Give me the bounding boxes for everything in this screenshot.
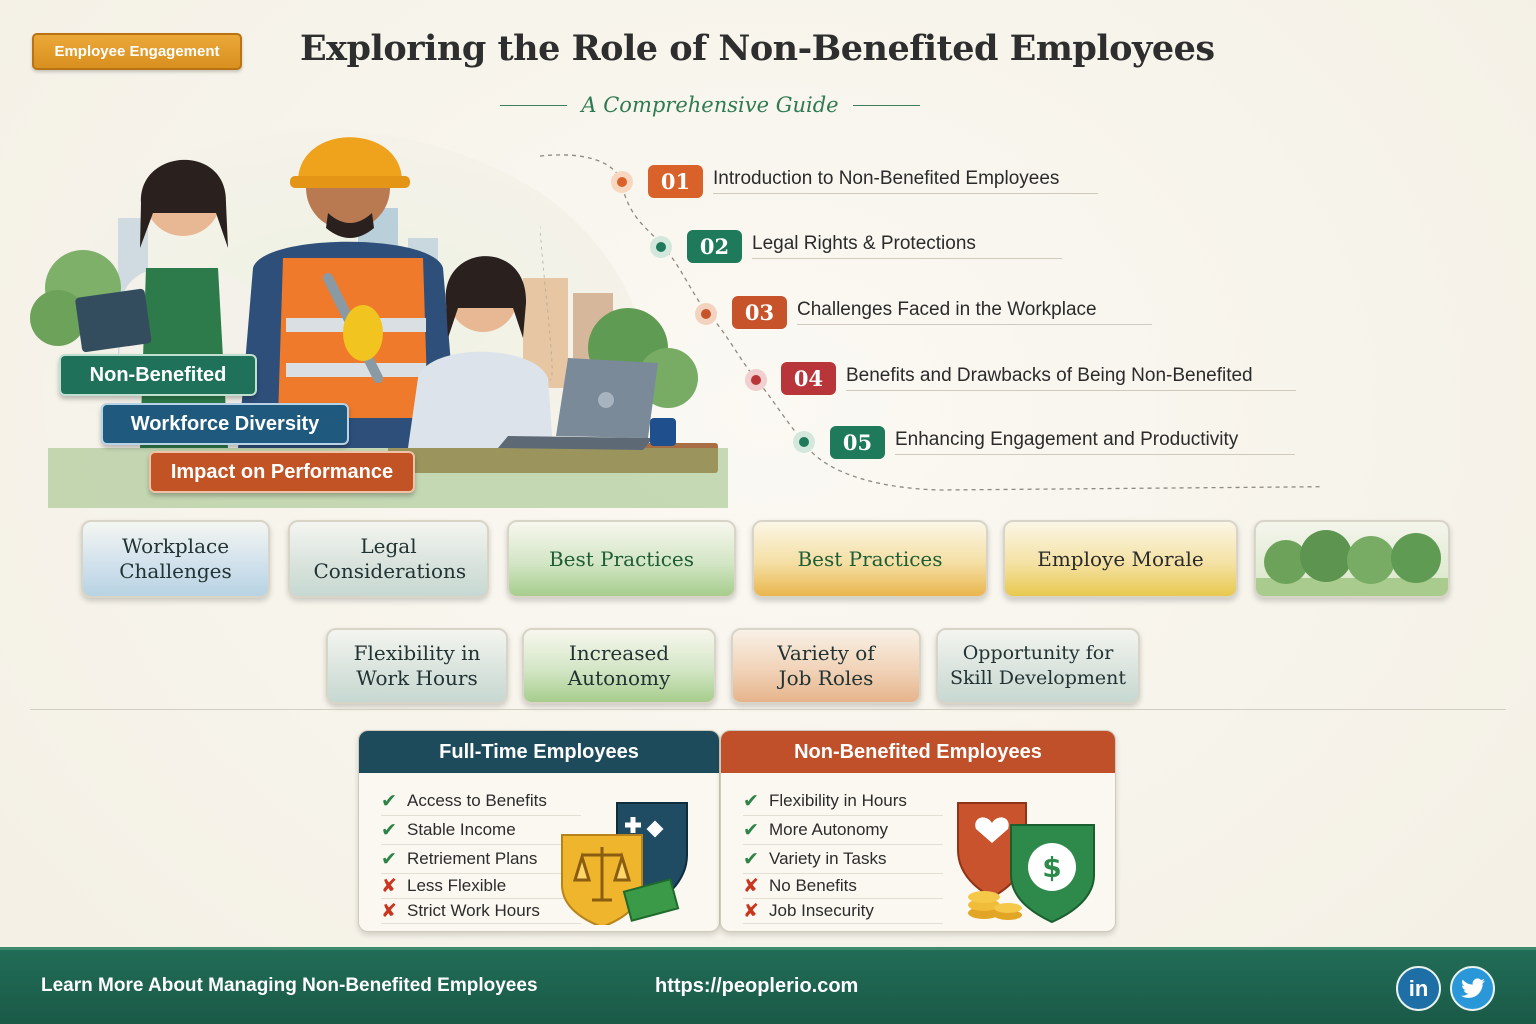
agenda-item-text: Introduction to Non-Benefited Employees [713, 168, 1098, 194]
topic-card-best-practices-1[interactable] [507, 520, 736, 598]
topic-card-label: Best Practices [548, 546, 695, 571]
agenda-item-4 [781, 360, 1296, 396]
subtitle-block [500, 88, 920, 122]
list-item: ✘ Job Insecurity [743, 899, 943, 924]
page-subtitle: A Comprehensive Guide [581, 93, 839, 117]
agenda-number-badge: 03 [732, 296, 787, 329]
list-item: ✔ Flexibility in Hours [743, 787, 943, 816]
benefit-card-skill-development[interactable] [936, 628, 1140, 704]
agenda-number-badge: 04 [781, 362, 836, 395]
benefit-card-label: Opportunity for Skill Development [949, 642, 1127, 689]
benefit-card-label: Increased Autonomy [567, 641, 671, 690]
subtitle-rule-right [853, 105, 920, 106]
twitter-bird-glyph [1460, 978, 1486, 1000]
agenda-item-text: Enhancing Engagement and Productivity [895, 429, 1295, 455]
check-icon: ✔ [743, 819, 759, 841]
trees-illustration [1256, 522, 1448, 596]
twitter-icon[interactable] [1450, 966, 1495, 1011]
workforce-diversity-label: Workforce Diversity [101, 403, 349, 445]
agenda-item-text: Legal Rights & Protections [752, 233, 1062, 259]
non-benefited-list [743, 787, 943, 924]
linkedin-icon[interactable]: in [1396, 966, 1441, 1011]
check-icon: ✔ [381, 848, 397, 870]
list-item: ✘ Less Flexible [381, 874, 581, 899]
benefit-card-label: Variety of Job Roles [777, 641, 875, 690]
cross-icon: ✘ [381, 875, 397, 897]
footer-url-link[interactable]: https://peoplerio.com [655, 975, 859, 997]
agenda-item-1 [648, 163, 1098, 199]
topic-card-label: Legal Considerations [313, 534, 467, 583]
section-divider [30, 709, 1506, 710]
check-icon: ✔ [381, 790, 397, 812]
check-icon: ✔ [743, 790, 759, 812]
page-title: Exploring the Role of Non-Benefited Employees [300, 28, 1215, 69]
agenda-number-badge: 01 [648, 165, 703, 198]
list-item: ✘ No Benefits [743, 874, 943, 899]
topic-card-label: Best Practices [797, 546, 943, 571]
non-benefited-label: Non-Benefited [59, 354, 257, 396]
agenda-number-badge: 05 [830, 426, 885, 459]
category-badge: Employee Engagement [32, 33, 242, 70]
agenda-item-text: Challenges Faced in the Workplace [797, 299, 1152, 325]
footer-bar [0, 947, 1536, 1024]
list-item: ✔ Access to Benefits [381, 787, 581, 816]
topic-card-workplace-challenges[interactable] [81, 520, 270, 598]
check-icon: ✔ [743, 848, 759, 870]
list-item: ✔ Variety in Tasks [743, 845, 943, 874]
agenda-item-text: Benefits and Drawbacks of Being Non-Benefited [846, 365, 1296, 391]
benefit-card-autonomy[interactable] [522, 628, 716, 704]
footer-cta-text[interactable]: Learn More About Managing Non-Benefited Employees [41, 975, 538, 996]
non-benefited-column [720, 730, 1116, 932]
dollar-shield-icon [956, 795, 1106, 925]
non-benefited-heading: Non-Benefited Employees [721, 731, 1115, 773]
check-icon: ✔ [381, 819, 397, 841]
comparison-table [358, 730, 1118, 932]
cross-icon: ✘ [743, 900, 759, 922]
benefit-card-variety[interactable] [731, 628, 921, 704]
full-time-list [381, 787, 581, 924]
agenda-item-5 [830, 424, 1295, 460]
list-item: ✔ Stable Income [381, 816, 581, 845]
svg-text:$: $ [1042, 851, 1062, 884]
benefit-card-label: Flexibility in Work Hours [353, 641, 481, 690]
cross-icon: ✘ [381, 900, 397, 922]
topic-card-employe-morale[interactable] [1003, 520, 1238, 598]
topic-card-trees [1254, 520, 1450, 598]
agenda-number-badge: 02 [687, 230, 742, 263]
list-item: ✔ Retriement Plans [381, 845, 581, 874]
full-time-column [358, 730, 720, 932]
subtitle-rule-left [500, 105, 567, 106]
list-item: ✘ Strict Work Hours [381, 899, 581, 924]
cross-icon: ✘ [743, 875, 759, 897]
scales-shield-icon [557, 795, 697, 925]
list-item: ✔ More Autonomy [743, 816, 943, 845]
benefit-card-flexibility[interactable] [326, 628, 508, 704]
agenda-list [540, 150, 1320, 500]
full-time-heading: Full-Time Employees [359, 731, 719, 773]
topic-card-label: Workplace Challenges [119, 534, 232, 583]
agenda-item-3 [732, 294, 1152, 330]
impact-on-performance-label: Impact on Performance [149, 451, 415, 493]
topic-card-legal-considerations[interactable] [288, 520, 489, 598]
agenda-item-2 [687, 228, 1062, 264]
topic-card-label: Employe Morale [1037, 546, 1204, 571]
topic-card-best-practices-2[interactable] [752, 520, 988, 598]
